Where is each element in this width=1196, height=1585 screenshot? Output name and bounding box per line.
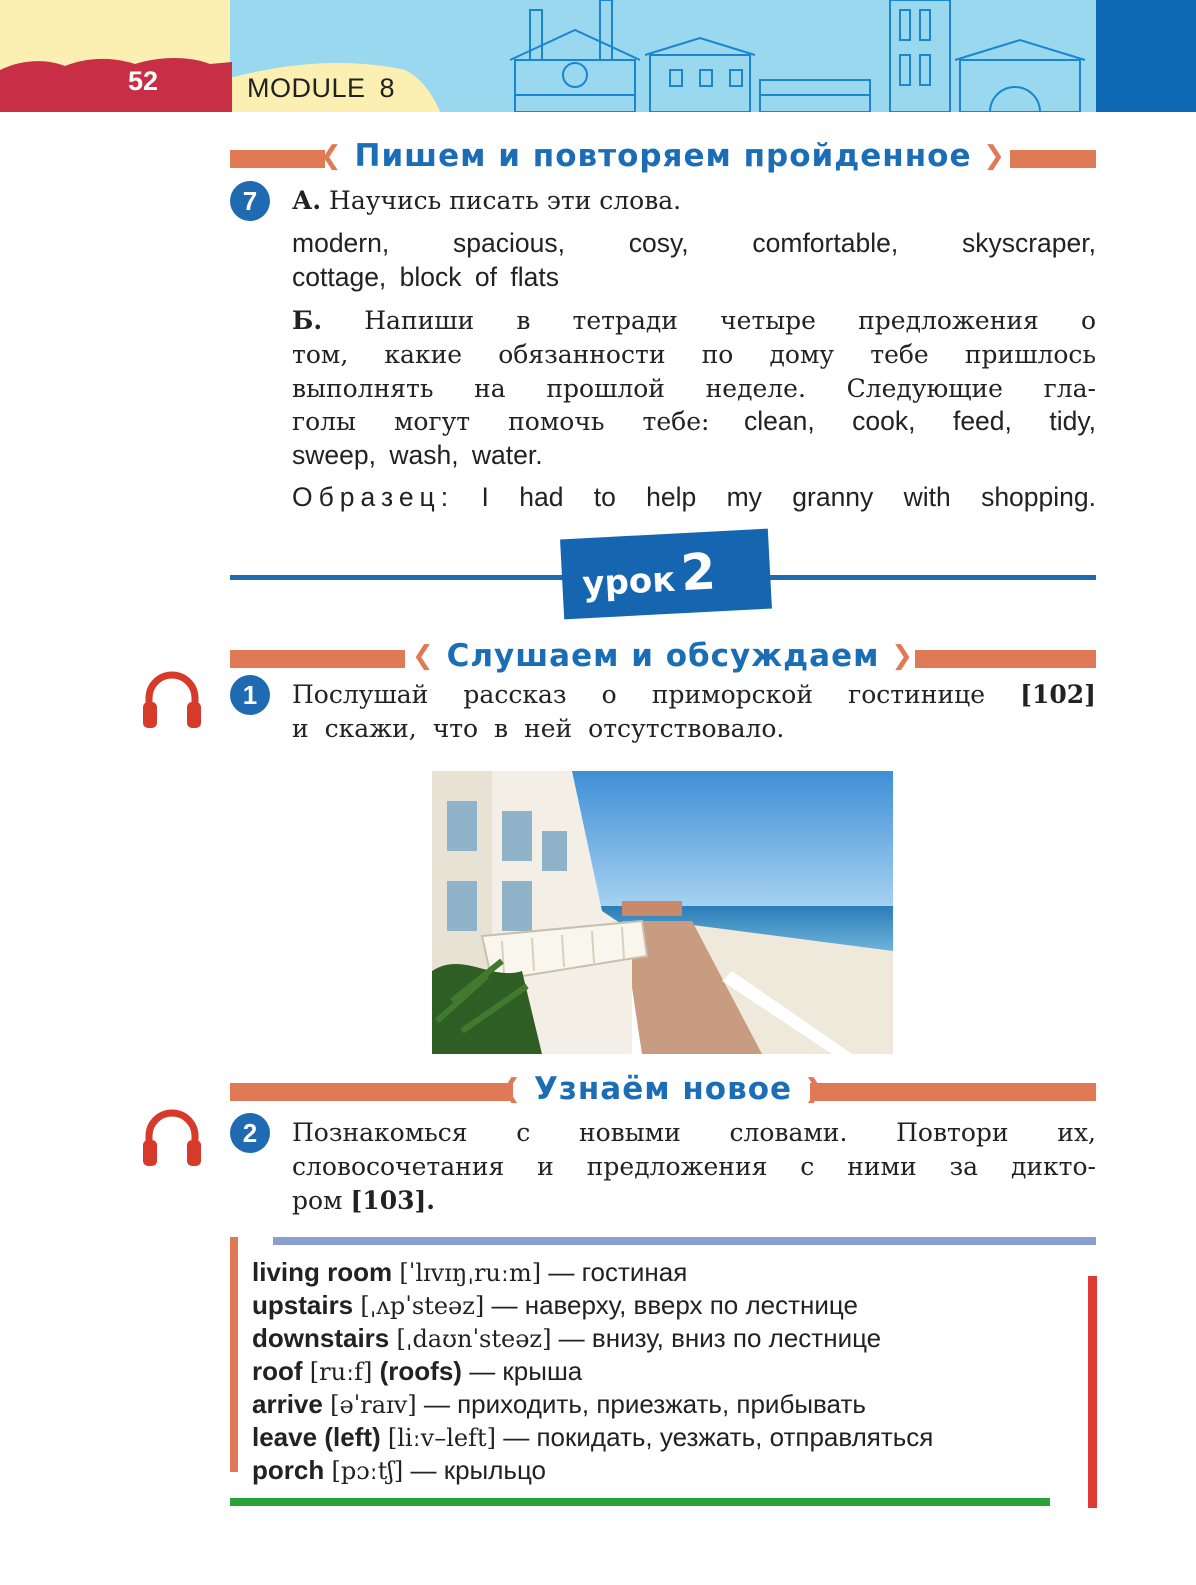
ex7-b-line5: sweep, wash, water.: [292, 440, 543, 470]
vocab-box-bottom-border: [230, 1498, 1050, 1506]
section-banner-new: ❮ Узнаём новое ❯: [230, 1081, 1096, 1103]
vocab-word: roof: [252, 1356, 303, 1386]
vocab-entry: [252, 1389, 866, 1420]
vocab-transcription: [ruːf]: [309, 1358, 373, 1386]
vocab-entry: [252, 1356, 582, 1387]
vocab-entry: [252, 1323, 881, 1354]
ex7-b-line4-en: clean, cook, feed, tidy,: [743, 406, 1096, 436]
ex7-sample-text: I had to help my granny with shopping.: [481, 482, 1096, 512]
ex7-b-line3: выполнять на прошлой неделе. Следующие гла-: [292, 374, 1096, 403]
vocab-word: upstairs: [252, 1290, 354, 1320]
exercise-number-badge: 1: [230, 675, 270, 715]
lesson-title: [581, 543, 718, 608]
vocab-entry: [252, 1290, 858, 1321]
seaside-hotel-photo: [432, 771, 893, 1054]
vocab-box-left-border: [230, 1237, 238, 1472]
lesson-number: 2: [679, 542, 718, 603]
vocab-transcription: [ˌʌpˈsteəz]: [360, 1292, 485, 1320]
module-number: 8: [379, 73, 396, 103]
ex7-sample: [292, 482, 1096, 513]
vocab-translation: — крыльцо: [410, 1455, 547, 1485]
vocab-translation: — внизу, вниз по лестнице: [558, 1323, 882, 1353]
ex7-word-list-line2: cottage, block of flats: [292, 262, 559, 292]
vocab-transcription: [liːv–left]: [387, 1424, 497, 1452]
vocab-transcription: [pɔːtʃ]: [331, 1457, 404, 1485]
ex7-sample-label: Образец:: [292, 482, 455, 512]
vocab-translation: — крыша: [469, 1356, 583, 1386]
section-banner-writing: ❮ Пишем и повторяем пройденное ❯: [230, 148, 1096, 170]
vocab-past-form: (left): [324, 1422, 381, 1452]
vocab-plural-form: (roofs): [379, 1356, 462, 1386]
ex1-track-number: [102]: [1020, 680, 1096, 709]
page-number-tab: [0, 56, 232, 112]
ex7-b-letter: Б.: [292, 306, 323, 335]
ex7-part-a: [292, 186, 1096, 215]
ex7-b-line4-ru: голы могут помочь тебе:: [292, 407, 710, 436]
module-label: [247, 73, 395, 104]
module-label-text: MODULE: [247, 73, 366, 103]
ex1-line1: [292, 680, 1096, 709]
ex7-a-letter: А.: [292, 186, 322, 215]
vocab-word: porch: [252, 1455, 325, 1485]
vocab-translation: — наверху, вверх по лестнице: [491, 1290, 858, 1320]
lesson-label: урок: [581, 559, 677, 605]
vocab-word: leave: [252, 1422, 318, 1452]
exercise-number-badge: 7: [230, 181, 270, 221]
vocab-translation: — приходить, приезжать, прибывать: [423, 1389, 866, 1419]
headphones-icon: [141, 1106, 203, 1168]
vocab-word: arrive: [252, 1389, 323, 1419]
page-number: 52: [128, 66, 159, 96]
ex7-b-line2: том, какие обязанности по дому тебе пришлось: [292, 340, 1096, 369]
section-title-listening: Слушаем и обсуждаем: [446, 638, 880, 674]
vocab-transcription: [ˌdaʊnˈsteəz]: [396, 1325, 552, 1353]
section-title-writing: Пишем и повторяем пройденное: [354, 138, 972, 174]
vocab-transcription: [ˈlɪvɪŋˌruːm]: [399, 1259, 542, 1287]
ex2-line3: [292, 1186, 1096, 1215]
ex2-line1: Познакомься с новыми словами. Повтори их,: [292, 1118, 1096, 1147]
vocab-translation: — покидать, уезжать, отправляться: [503, 1422, 934, 1452]
ex7-b-line1-text: Напиши в тетради четыре предложения о: [364, 306, 1096, 335]
vocab-translation: — гостиная: [548, 1257, 688, 1287]
ex7-a-instruction: Научись писать эти слова.: [329, 186, 682, 215]
exercise-number-badge: 2: [230, 1113, 270, 1153]
vocab-box-right-border: [1088, 1276, 1097, 1508]
ex1-line2: и скажи, что в ней отсутствовало.: [292, 714, 785, 743]
ex2-track-number: [103].: [350, 1186, 436, 1215]
headphones-icon: [141, 668, 203, 730]
section-title-new: Узнаём новое: [533, 1071, 793, 1107]
ex2-line3-text: ром: [292, 1186, 343, 1215]
ex7-word-list-line1: modern, spacious, cosy, comfortable, skyscraper,: [292, 228, 1096, 258]
section-banner-listening: ❮ Слушаем и обсуждаем ❯: [230, 648, 1096, 670]
vocab-word: downstairs: [252, 1323, 390, 1353]
vocab-entry: [252, 1422, 933, 1453]
ex1-line1-text: Послушай рассказ о приморской гостинице: [292, 680, 985, 709]
vocab-box-top-border: [273, 1237, 1096, 1245]
vocab-entry: [252, 1455, 546, 1486]
ex7-b-line1: [292, 306, 1096, 335]
ex7-b-line4: [292, 406, 1096, 437]
vocab-entry: [252, 1257, 687, 1288]
vocab-word: living room: [252, 1257, 393, 1287]
ex2-line2: словосочетания и предложения с ними за дикто-: [292, 1152, 1096, 1181]
header-blue-panel: [1096, 0, 1196, 112]
vocab-transcription: [əˈraɪv]: [330, 1391, 417, 1419]
